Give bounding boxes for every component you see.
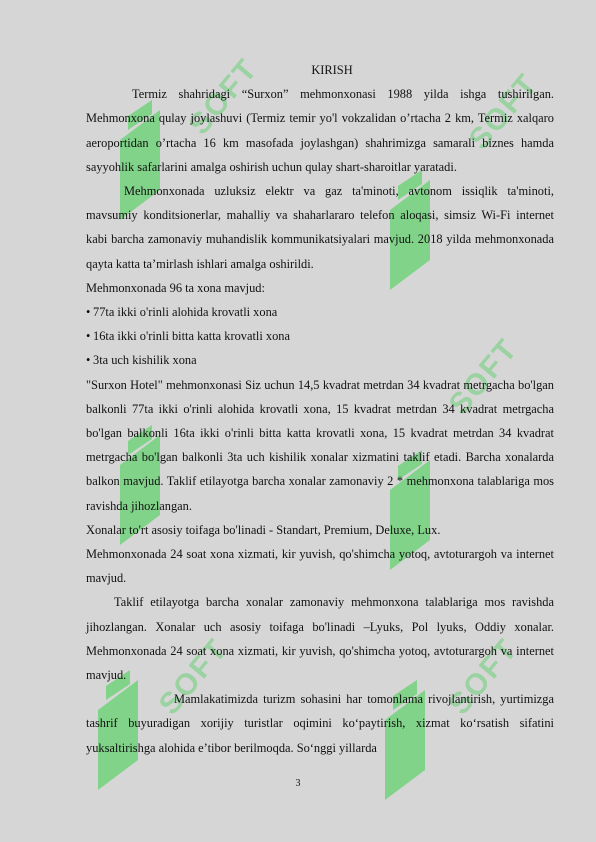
watermark-text: SOFT <box>442 332 525 421</box>
page-number: 3 <box>295 778 301 789</box>
list-item <box>86 348 554 372</box>
watermark-text: SOFT <box>442 632 525 721</box>
bullet-icon: • <box>86 353 91 368</box>
list-item-text: 16ta ikki o'rinli bitta katta krovatli xona <box>93 329 290 344</box>
paragraph-utilities: Mehmonxonada uzluksiz elektr va gaz ta'minoti, avtonom issiqlik ta'minoti, mavsumiy konditsionerlar, mahalliy va shaharlararo telefon aloqasi, simsiz Wi-Fi internet kabi barcha zamonaviy muhandislik kommunikatsiyalari mavjud. 2018 yilda mehmonxonada qayta katta ta’mirlash ishlari amalga oshirildi. <box>86 184 554 271</box>
bullet-icon: • <box>86 305 91 320</box>
list-item <box>86 324 554 348</box>
watermark-text: SOFT <box>152 632 235 721</box>
watermark-text: SOFT <box>182 52 265 141</box>
bullet-icon: • <box>86 329 91 344</box>
page-title: KIRISH <box>311 63 353 77</box>
list-item-text: 77ta ikki o'rinli alohida krovatli xona <box>93 305 278 320</box>
paragraph-tourism: Mamlakatimizda turizm sohasini har tomonlama rivojlantirish, yurtimizga tashrif buyuradigan xorijiy turistlar oqimini ko‘paytirish, xizmat ko‘rsatish sifatini yuksaltirishga alohida e’tibor berilmoqda. So‘nggi yillarda <box>86 692 554 755</box>
paragraph-intro: Termiz shahridagi “Surxon” mehmonxonasi 1988 yilda ishga tushirilgan. Mehmonxona qulay joylashuvi (Termiz temir yo'l vokzalidan o’rtacha 2 km, Termiz xalqaro aeroportidan o’rtacha 16 km masofada joylashgan) shahrimizga samarali biznes hamda sayyohlik safarlarini amalga oshirish uchun qulay shart-sharoitlar yaratadi. <box>86 87 554 174</box>
list-item <box>86 300 554 324</box>
paragraph-rooms-offer: "Surxon Hotel" mehmonxonasi Siz uchun 14,5 kvadrat metrdan 34 kvadrat metrgacha bo'lgan balkonli 77ta ikki o'rinli alohida krovatli xona, 15 kvadrat metrdan 34 kvadrat metrgacha bo'lgan balkonli 16ta ikki o'rinli bitta katta krovatli xona, 15 kvadrat metrdan 34 kvadrat metrgacha bo'lgan balkonli 3ta uch kishilik xonalar xizmatini taklif etadi. Barcha xonalarda balkon mavjud. Taklif etilayotga barcha xonalar zamonaviy 2 * mehmonxona talablariga mos ravishda jihozlangan. <box>86 377 554 513</box>
list-item-text: 3ta uch kishilik xona <box>93 353 197 368</box>
paragraph-services: Mehmonxonada 24 soat xona xizmati, kir yuvish, qo'shimcha yotoq, avtoturargoh va internet mavjud. <box>86 547 554 586</box>
document-body <box>86 58 554 760</box>
paragraph-categories: Xonalar to'rt asosiy toifaga bo'linadi - Standart, Premium, Deluxe, Lux. <box>86 522 441 537</box>
paragraph-equipment: Taklif etilayotga barcha xonalar zamonaviy mehmonxona talablariga mos ravishda jihozlangan. Xonalar uch asosiy toifaga bo'linadi –Lyuks, Pol lyuks, Oddiy xonalar. Mehmonxonada 24 soat xona xizmati, kir yuvish, qo'shimcha yotoq, avtoturargoh va internet mavjud. <box>86 595 554 683</box>
watermark-text: SOFT <box>462 67 545 156</box>
paragraph-room-count: Mehmonxonada 96 ta xona mavjud: <box>86 280 265 295</box>
